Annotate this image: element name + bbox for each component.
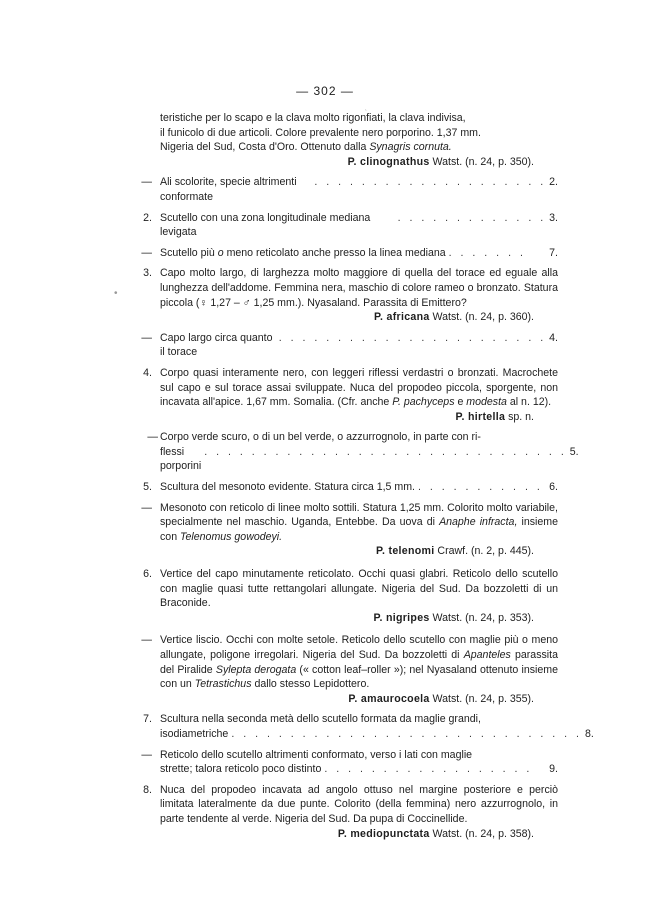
text-span: al n. 12). xyxy=(506,396,552,409)
couplet-marker: 5. xyxy=(143,481,152,494)
couplet-entry xyxy=(143,567,558,625)
species-name xyxy=(160,611,558,626)
author-ref: Crawf. (n. 2, p. 445). xyxy=(434,545,534,558)
couplet-ref: 7. xyxy=(549,246,558,259)
text-line xyxy=(160,445,579,474)
couplet-entry xyxy=(143,366,558,424)
couplet-text xyxy=(160,501,558,545)
text-span: insieme con xyxy=(160,516,559,543)
italic-name: P. pachyceps xyxy=(392,396,455,409)
margin-dot: • xyxy=(114,288,118,299)
couplet-text xyxy=(160,366,558,410)
author-ref: Watst. (n. 24, p. 355). xyxy=(429,692,534,705)
couplet-entry xyxy=(141,748,558,777)
dot-leader: . . . . . . . xyxy=(448,246,526,259)
species-name xyxy=(160,544,558,559)
species-name xyxy=(160,692,558,707)
couplet-line xyxy=(141,246,558,261)
couplet-text: flessi porporini xyxy=(160,445,202,473)
couplet-marker: — xyxy=(141,331,152,344)
text-line xyxy=(160,727,594,742)
text-line xyxy=(160,762,558,777)
species-name xyxy=(160,410,558,425)
couplet-text: Scutello con una zona longitudinale mediana levigata xyxy=(160,211,371,239)
text-line: Reticolo dello scutello altrimenti conformato, verso i lati con maglie xyxy=(160,748,473,761)
couplet-line xyxy=(141,331,558,360)
italic-name: Tetrastichus xyxy=(194,678,252,691)
text-span: dallo stesso Lepidottero. xyxy=(251,678,370,691)
species-label: P. nigripes xyxy=(373,611,430,624)
text-span: Scutello più xyxy=(160,246,218,259)
author-ref: Watst. (n. 24, p. 360). xyxy=(429,311,534,324)
text-line: teristiche per lo scapo e la clava molto rigonfiati, la clava indivisa, xyxy=(160,112,466,124)
couplet-entry xyxy=(143,783,558,841)
species-label: P. mediopunctata xyxy=(337,827,430,840)
couplet-entry xyxy=(141,633,558,706)
dot-leader: . . . . . . . . . . . . . xyxy=(397,211,547,224)
couplet-text: Vertice del capo minutamente reticolato. Occhi quasi glabri. Reticolo dello scutello con maglie quasi tutte rettangolari allungate. Nigeria del Sud. Da bozzoletti di un Braconide. xyxy=(160,568,558,610)
species-label: P. africana xyxy=(374,311,430,324)
text-span: (« cotton leaf–roller »); nel Nyasaland ottenuto insieme con un xyxy=(160,663,558,691)
couplet-marker: 3. xyxy=(143,267,152,280)
italic-name: Telenomus gowodeyi. xyxy=(180,530,283,543)
couplet-marker: — xyxy=(141,176,152,189)
couplet-marker: 6. xyxy=(143,568,152,581)
couplet-marker: 2. xyxy=(143,211,152,224)
species-label: P. hirtella xyxy=(455,410,506,423)
author-ref: Watst. (n. 24, p. 353). xyxy=(429,611,534,624)
dot-leader: . . . . . . . . . . . . . . . . . . . . . . . . . . . . . . xyxy=(231,727,582,740)
text-span: Corpo quasi interamente nero, con leggeri riflessi verdastri o bronzati. Macrochete sul capo e sul torace assai sviluppate. Nuca del propodeo piccola, sporgente, non incavata all'apice. 1,67 mm. Somalia. (Cfr. anche xyxy=(160,366,558,409)
couplet-marker: — xyxy=(141,501,152,514)
couplet-entry xyxy=(147,430,579,474)
couplet-ref: 3. xyxy=(549,211,558,224)
italic-name: modesta xyxy=(466,396,507,409)
dot-leader: . . . . . . . . . . . . . . . . . . xyxy=(324,763,533,776)
couplet-line xyxy=(143,480,558,495)
dot-leader: . . . . . . . . . . . xyxy=(417,481,543,494)
species-name xyxy=(160,310,558,325)
couplet-ref: 9. xyxy=(549,763,558,776)
author-ref: sp. n. xyxy=(505,410,534,423)
couplet-ref: 4. xyxy=(549,331,558,344)
couplet-text: Capo largo circa quanto il torace xyxy=(160,331,273,359)
author-ref: Watst. (n. 24, p. 350). xyxy=(429,155,534,168)
couplet-entry xyxy=(143,266,558,324)
couplet-text: Nuca del propodeo incavata ad angolo ottuso nel margine posteriore e perciò limitata lateralmente da due punte. Colorito (della femmina) nero azzurrognolo, in parte tendente al verde. Nigeria del Sud. Da pupa di Coccinellide. xyxy=(160,783,558,825)
couplet-text: Ali scolorite, specie altrimenti conformate xyxy=(160,176,297,203)
species-name xyxy=(160,155,558,170)
species-name xyxy=(160,827,558,842)
text-span: meno reticolato anche presso la linea mediana xyxy=(223,246,446,259)
italic-name: Anaphe infracta, xyxy=(439,516,518,529)
text-span: e xyxy=(454,396,467,409)
couplet-marker: 8. xyxy=(143,783,152,796)
couplet-marker: — xyxy=(141,634,152,647)
text-span: parassita del Piralide xyxy=(160,649,558,676)
text-span: Vertice liscio. Occhi con molte setole. Reticolo dello scutello con maglie più o meno allungate, poligone irregolari. Nigeria del Sud. Da bozzoletti di xyxy=(160,634,558,661)
couplet-ref: 2. xyxy=(549,176,558,189)
couplet-line xyxy=(143,211,558,240)
author-ref: Watst. (n. 24, p. 358). xyxy=(429,827,534,840)
couplet-entry xyxy=(143,712,594,741)
couplet-ref: 5. xyxy=(569,445,579,458)
couplet-marker: 4. xyxy=(143,366,152,379)
text-line xyxy=(160,140,558,155)
italic-name: Synagris cornuta. xyxy=(369,141,452,154)
couplet-text: Scultura del mesonoto evidente. Statura circa 1,5 mm. xyxy=(160,481,415,494)
couplet-text xyxy=(160,633,558,691)
text-span: Mesonoto con reticolo di linee molto sottili. Statura 1,25 mm. Colorito molto variabile, specialmente nel maschio. Uganda, Entebbe. Da uova di xyxy=(160,501,558,529)
page-number: — 302 — xyxy=(296,84,354,98)
italic-word: o xyxy=(217,246,224,259)
couplet-marker: — xyxy=(141,246,152,259)
key-text xyxy=(141,111,594,841)
species-label: P. clinognathus xyxy=(347,155,430,168)
couplet-text: isodiametriche xyxy=(160,727,229,740)
couplet-marker: — xyxy=(147,431,158,444)
italic-name: Sylepta derogata xyxy=(215,663,297,676)
couplet-text: strette; talora reticolo poco distinto xyxy=(160,763,322,776)
couplet-ref: 6. xyxy=(549,481,558,494)
couplet-marker: 7. xyxy=(143,713,152,726)
species-label: P. amaurocoela xyxy=(348,692,430,705)
text-line: Scultura nella seconda metà dello scutello formata da maglie grandi, xyxy=(160,713,481,726)
couplet-text: Capo molto largo, di larghezza molto maggiore di quella del torace ed eguale alla lunghezza dell'addome. Femmina nera, maschio di colore rameo o bronzato. Statura piccola (♀ 1,27 – ♂ 1,25 mm.). Nyasaland. Parassita di Emittero? xyxy=(160,267,558,309)
stray-mark: ˛ xyxy=(365,104,368,111)
couplet-text xyxy=(160,246,446,261)
couplet-ref: 8. xyxy=(584,727,594,740)
italic-name: Apanteles xyxy=(463,649,511,661)
dot-leader: . . . . . . . . . . . . . . . . . . . . xyxy=(314,176,547,189)
couplet-entry xyxy=(141,501,559,559)
couplet-line xyxy=(141,175,558,204)
text-line: Corpo verde scuro, o di un bel verde, o azzurrognolo, in parte con ri- xyxy=(160,431,481,444)
text-line: il funicolo di due articoli. Colore prevalente nero porporino. 1,37 mm. xyxy=(160,126,481,139)
text-span: Nigeria del Sud, Costa d'Oro. Ottenuto dalla xyxy=(160,141,370,154)
couplet-continuation xyxy=(160,111,558,169)
species-label: P. telenomi xyxy=(376,545,435,558)
couplet-marker: — xyxy=(141,748,152,761)
dot-leader: . . . . . . . . . . . . . . . . . . . . . . . . . . . . . . . xyxy=(204,445,567,458)
dot-leader: . . . . . . . . . . . . . . . . . . . . . . . xyxy=(278,331,547,344)
